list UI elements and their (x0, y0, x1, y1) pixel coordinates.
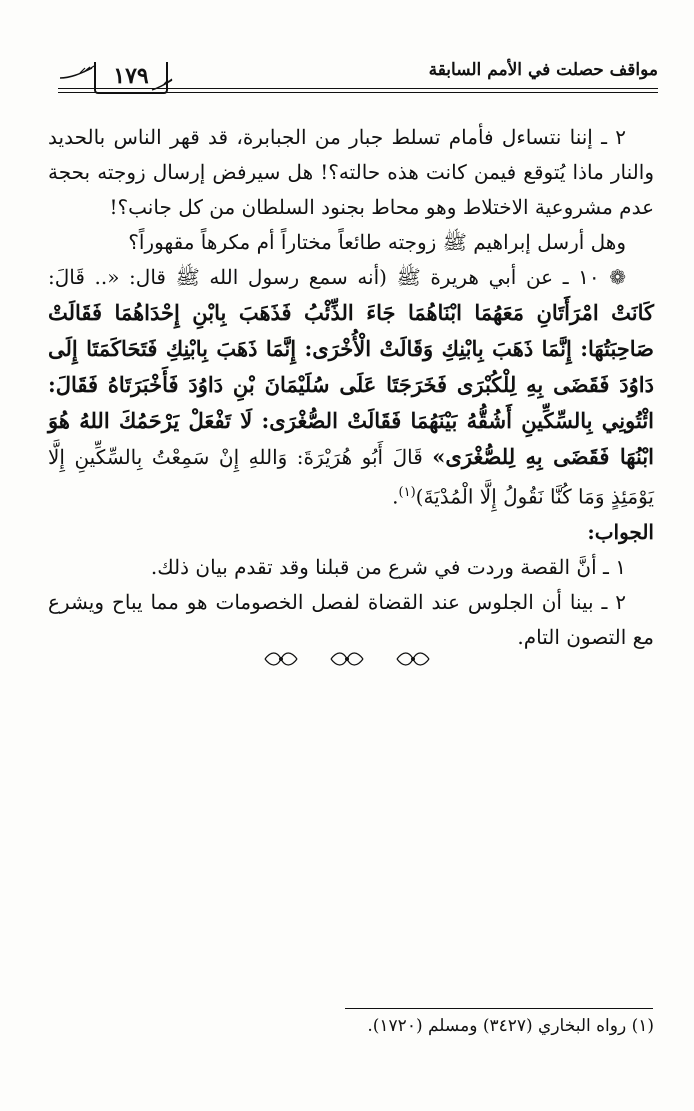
footnote-separator (345, 1008, 653, 1009)
bullet-icon: ❁ (599, 265, 627, 289)
leaf-ornament-icon (58, 64, 98, 84)
hadith-block: ❁ ١٠ ـ عن أبي هريرة ﷺ (أنه سمع رسول الله ﷺ قال: «.. قَالَ: كَانَتْ امْرَأَتَانِ مَعَهُمَا ابْنَاهُمَا جَاءَ الذِّئْبُ فَذَهَبَ بِابْنِ إِحْدَاهُمَا فَقَالَتْ صَاحِبَتُهَا: إِنَّمَا ذَهَبَ بِابْنِكِ وَقَالَتْ الْأُخْرَى: إِنَّمَا ذَهَبَ بِابْنِكِ فَتَحَاكَمَتَا إِلَى دَاوُدَ فَقَضَى بِهِ لِلْكُبْرَى فَخَرَجَتَا عَلَى سُلَيْمَانَ بْنِ دَاوُدَ فَأَخْبَرَتَاهُ فَقَالَ: ائْتُونِي بِالسِّكِّينِ أَشُقُّهُ بَيْنَهُمَا فَقَالَتْ الصُّغْرَى: لَا تَفْعَلْ يَرْحَمُكَ اللهُ هُوَ ابْنُهَا فَقَضَى بِهِ لِلصُّغْرَى» قَالَ أَبُو هُرَيْرَةَ: وَاللهِ إِنْ سَمِعْتُ بِالسِّكِّينِ إِلَّا يَوْمَئِذٍ وَمَا كُنَّا نَقُولُ إِلَّا الْمُدْيَةَ)$^{(١)}$. (48, 265, 654, 509)
floral-ornament-icon (327, 648, 367, 670)
floral-ornament-icon (261, 648, 301, 670)
hadith-tail: قَالَ أَبُو هُرَيْرَةَ: وَاللهِ إِنْ سَمِعْتُ بِالسِّكِّينِ إِلَّا يَوْمَئِذٍ وَمَا كُنَّا نَقُولُ إِلَّا الْمُدْيَةَ) (48, 445, 654, 509)
answer-heading: الجواب: (587, 519, 654, 544)
hadith-intro: ١٠ ـ عن أبي هريرة ﷺ (أنه سمع رسول الله ﷺ قال: «.. قَالَ: (48, 265, 600, 289)
answer-point-1: ١ ـ أنَّ القصة وردت في شرع من قبلنا وقد تقدم بيان ذلك. (150, 554, 626, 579)
page-body (48, 120, 654, 655)
hadith-text: كَانَتْ امْرَأَتَانِ مَعَهُمَا ابْنَاهُمَا جَاءَ الذِّئْبُ فَذَهَبَ بِابْنِ إِحْدَاهُمَا فَقَالَتْ صَاحِبَتُهَا: إِنَّمَا ذَهَبَ بِابْنِكِ وَقَالَتْ الْأُخْرَى: إِنَّمَا ذَهَبَ بِابْنِكِ فَتَحَاكَمَتَا إِلَى دَاوُدَ فَقَضَى بِهِ لِلْكُبْرَى فَخَرَجَتَا عَلَى سُلَيْمَانَ بْنِ دَاوُدَ فَأَخْبَرَتَاهُ فَقَالَ: ائْتُونِي بِالسِّكِّينِ أَشُقُّهُ بَيْنَهُمَا فَقَالَتْ الصُّغْرَى: لَا تَفْعَلْ يَرْحَمُكَ اللهُ هُوَ ابْنُهَا فَقَضَى بِهِ لِلصُّغْرَى» (48, 300, 654, 469)
footnote-marker: (١) (398, 485, 416, 500)
footnote: (١) رواه البخاري (٣٤٢٧) ومسلم (١٧٢٠). (367, 1016, 654, 1036)
floral-ornament-icon (393, 648, 433, 670)
page-number: ١٧٩ (94, 62, 168, 94)
header-rule-secondary (58, 92, 658, 93)
paragraph-question: وهل أرسل إبراهيم ﷺ زوجته طائعاً مختاراً أم مكرهاً مقهوراً؟ (128, 230, 626, 254)
leaf-ornament-icon (150, 78, 174, 92)
answer-point-2: ٢ ـ بينا أن الجلوس عند القضاة لفصل الخصومات هو مما يباح ويشرع مع التصون التام. (48, 589, 654, 649)
page-header (58, 56, 658, 102)
section-divider-ornaments (0, 648, 694, 670)
running-title: مواقف حصلت في الأمم السابقة (428, 60, 658, 80)
paragraph-point-2: ٢ ـ إننا نتساءل فأمام تسلط جبار من الجبابرة، قد قهر الناس بالحديد والنار ماذا يُتوقع فيمن كانت هذه حالته؟! هل سيرفض إرسال زوجته بحجة عدم مشروعية الاختلاط وهو محاط بجنود السلطان من كل جانب؟! (48, 125, 654, 219)
header-rule (58, 88, 658, 89)
